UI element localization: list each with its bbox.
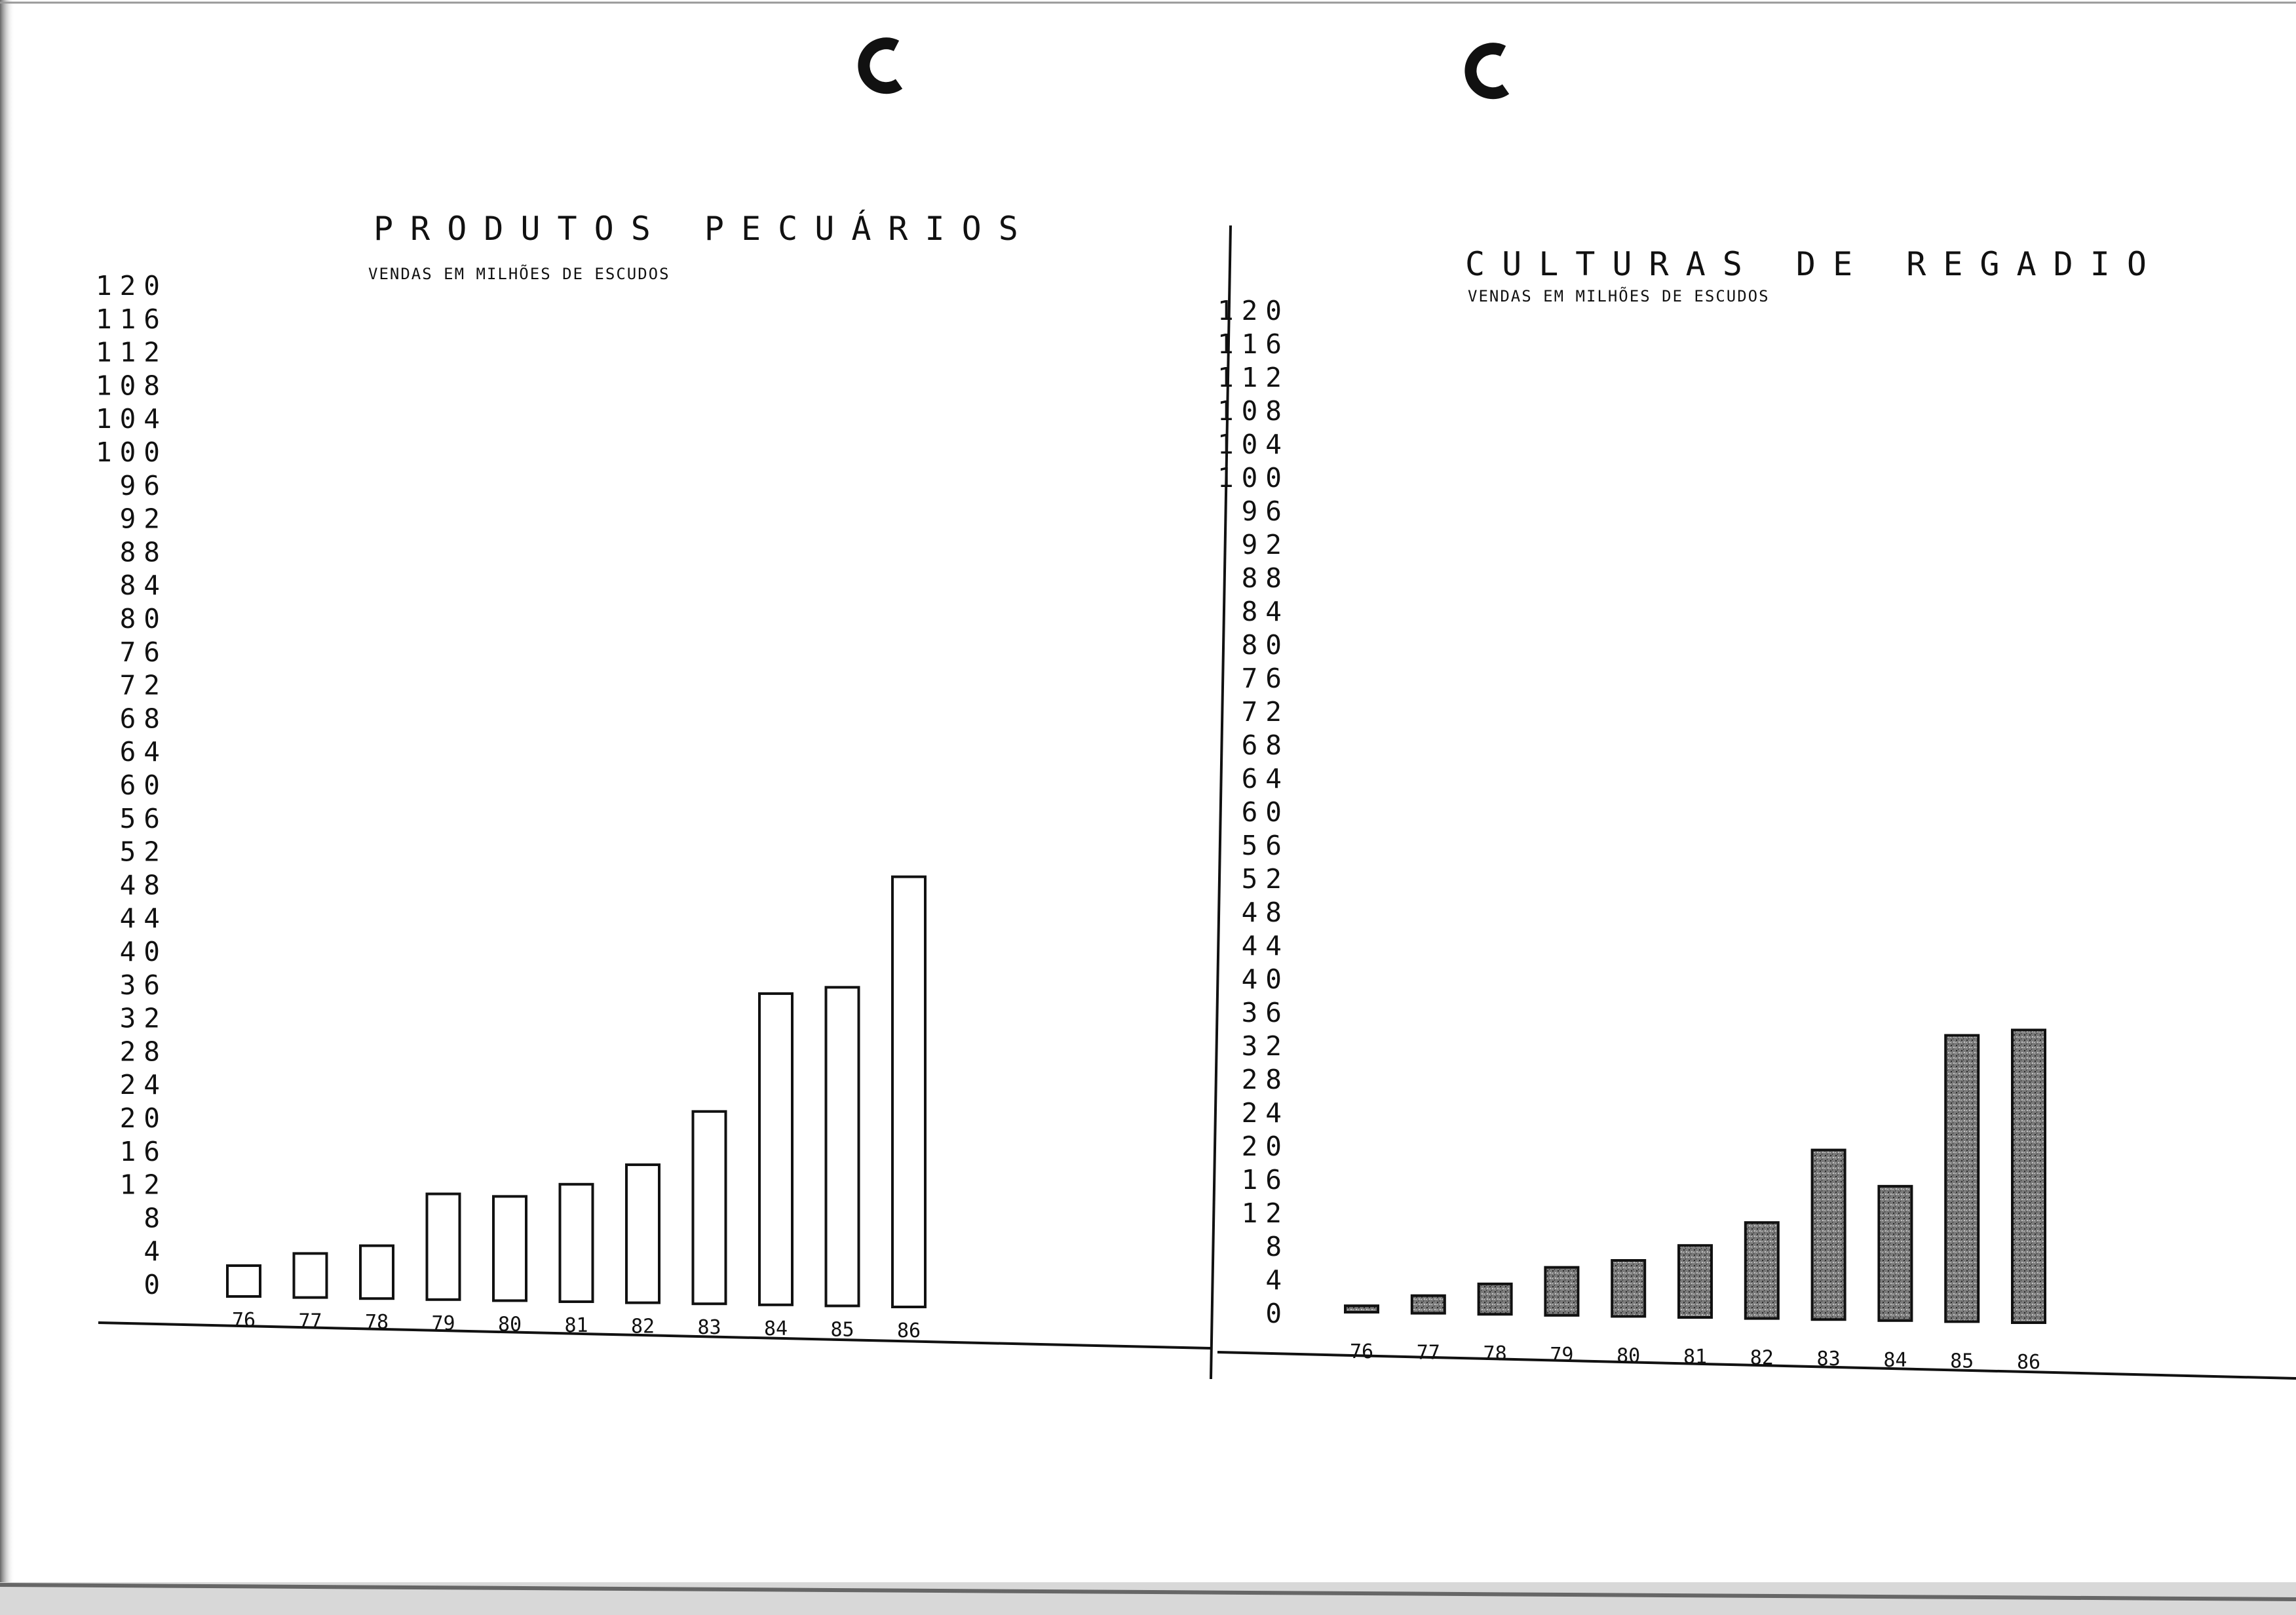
x-tick-label: 79 xyxy=(1550,1343,1574,1367)
x-tick-label: 84 xyxy=(763,1317,788,1340)
y-tick-label: 60 xyxy=(119,769,168,801)
chart-subtitle: VENDAS EM MILHÕES DE ESCUDOS xyxy=(368,265,670,283)
x-axis-ticks xyxy=(232,1309,921,1342)
y-tick-label: 92 xyxy=(1241,529,1290,560)
binder-hole-right-mark xyxy=(1470,49,1506,93)
bar-83 xyxy=(1812,1150,1845,1320)
y-tick-label: 56 xyxy=(119,802,168,834)
y-tick-label: 76 xyxy=(119,636,168,668)
bar-81 xyxy=(1679,1245,1712,1317)
bar-78 xyxy=(360,1246,393,1299)
chart-title: CULTURAS DE REGADIO xyxy=(1465,245,2164,283)
y-tick-label: 104 xyxy=(95,403,168,435)
bar-85 xyxy=(826,987,859,1306)
y-tick-label: 76 xyxy=(1241,663,1290,694)
y-tick-label: 92 xyxy=(119,503,168,535)
bar-76 xyxy=(1345,1306,1378,1312)
y-tick-label: 8 xyxy=(1265,1231,1290,1262)
y-tick-label: 120 xyxy=(95,270,168,302)
x-tick-label: 76 xyxy=(1349,1340,1374,1363)
bar-84 xyxy=(1879,1186,1911,1321)
y-tick-label: 100 xyxy=(95,437,168,468)
y-tick-label: 52 xyxy=(1241,863,1290,895)
bars xyxy=(1345,1030,2045,1323)
y-tick-label: 28 xyxy=(119,1036,168,1068)
y-tick-label: 84 xyxy=(1241,596,1290,627)
binder-hole-left-mark xyxy=(864,43,899,88)
y-tick-label: 72 xyxy=(1241,696,1290,728)
y-tick-label: 48 xyxy=(119,869,168,901)
y-tick-label: 116 xyxy=(1217,328,1290,360)
x-tick-label: 82 xyxy=(630,1315,655,1338)
y-tick-label: 36 xyxy=(119,969,168,1001)
y-tick-label: 68 xyxy=(1241,730,1290,761)
bar-86 xyxy=(2012,1030,2045,1323)
chart-subtitle: VENDAS EM MILHÕES DE ESCUDOS xyxy=(1468,287,1770,305)
y-tick-label: 56 xyxy=(1241,830,1290,861)
bar-82 xyxy=(1746,1222,1778,1318)
bars xyxy=(227,877,925,1307)
bar-84 xyxy=(759,994,792,1305)
bar-86 xyxy=(892,877,925,1307)
y-tick-label: 40 xyxy=(119,936,168,967)
x-tick-label: 83 xyxy=(1816,1348,1841,1371)
bar-85 xyxy=(1945,1036,1978,1322)
x-tick-label: 77 xyxy=(1416,1341,1440,1365)
x-tick-label: 81 xyxy=(564,1314,588,1337)
x-tick-label: 78 xyxy=(1483,1342,1507,1366)
y-tick-label: 32 xyxy=(119,1002,168,1034)
y-tick-label: 80 xyxy=(1241,629,1290,661)
y-tick-label: 96 xyxy=(1241,496,1290,527)
x-tick-label: 84 xyxy=(1883,1348,1907,1372)
x-tick-label: 76 xyxy=(231,1309,256,1332)
y-tick-label: 16 xyxy=(1241,1164,1290,1196)
y-tick-label: 60 xyxy=(1241,796,1290,828)
x-tick-label: 81 xyxy=(1683,1346,1708,1369)
y-axis-ticks xyxy=(1217,295,1290,1329)
y-tick-label: 4 xyxy=(1265,1264,1290,1296)
y-tick-label: 4 xyxy=(144,1236,168,1268)
bar-78 xyxy=(1479,1284,1512,1314)
y-tick-label: 20 xyxy=(1241,1131,1290,1162)
y-tick-label: 96 xyxy=(119,469,168,501)
y-tick-label: 64 xyxy=(119,736,168,768)
y-tick-label: 44 xyxy=(119,903,168,935)
y-tick-label: 36 xyxy=(1241,997,1290,1028)
bar-79 xyxy=(427,1194,460,1300)
x-tick-label: 79 xyxy=(431,1312,455,1335)
x-tick-label: 83 xyxy=(697,1316,721,1340)
x-tick-label: 77 xyxy=(298,1310,322,1333)
y-tick-label: 32 xyxy=(1241,1030,1290,1062)
x-tick-label: 86 xyxy=(896,1319,921,1342)
y-tick-label: 88 xyxy=(1241,562,1290,594)
y-tick-label: 20 xyxy=(119,1102,168,1134)
bar-80 xyxy=(493,1196,526,1300)
x-tick-label: 85 xyxy=(830,1318,854,1342)
y-tick-label: 48 xyxy=(1241,897,1290,928)
bar-77 xyxy=(1412,1296,1445,1313)
y-tick-label: 100 xyxy=(1217,462,1290,494)
bar-76 xyxy=(227,1266,260,1296)
y-tick-label: 68 xyxy=(119,703,168,735)
bar-81 xyxy=(560,1184,593,1302)
y-tick-label: 120 xyxy=(1217,295,1290,326)
y-tick-label: 24 xyxy=(1241,1097,1290,1129)
y-tick-label: 44 xyxy=(1241,930,1290,962)
y-axis-ticks xyxy=(96,270,168,1300)
y-tick-label: 64 xyxy=(1241,763,1290,794)
y-tick-label: 104 xyxy=(1217,429,1290,460)
y-tick-label: 88 xyxy=(119,536,168,568)
chart-title: PRODUTOS PECUÁRIOS xyxy=(373,210,1035,248)
y-tick-label: 112 xyxy=(95,336,168,368)
y-tick-label: 72 xyxy=(119,669,168,701)
y-tick-label: 16 xyxy=(119,1135,168,1167)
y-tick-label: 84 xyxy=(119,570,168,602)
y-tick-label: 12 xyxy=(1241,1197,1290,1229)
y-tick-label: 80 xyxy=(119,603,168,634)
x-tick-label: 80 xyxy=(1617,1344,1641,1368)
y-tick-label: 0 xyxy=(144,1269,168,1300)
y-tick-label: 112 xyxy=(1217,362,1290,393)
y-tick-label: 12 xyxy=(119,1169,168,1201)
y-tick-label: 24 xyxy=(119,1069,168,1101)
x-tick-label: 80 xyxy=(497,1313,522,1336)
x-tick-label: 78 xyxy=(364,1311,389,1334)
bar-80 xyxy=(1612,1260,1645,1316)
y-tick-label: 116 xyxy=(95,303,168,335)
x-tick-label: 82 xyxy=(1750,1346,1774,1370)
y-tick-label: 108 xyxy=(95,370,168,402)
livestock-products-chart xyxy=(96,209,1035,1342)
bar-79 xyxy=(1545,1268,1578,1315)
y-tick-label: 52 xyxy=(119,836,168,868)
x-tick-label: 86 xyxy=(2016,1351,2041,1374)
scan-edge-left xyxy=(0,0,14,1615)
y-tick-label: 40 xyxy=(1241,963,1290,995)
y-tick-label: 28 xyxy=(1241,1064,1290,1095)
x-tick-label: 85 xyxy=(1950,1350,1974,1373)
irrigated-crops-chart xyxy=(1217,245,2164,1374)
bar-77 xyxy=(294,1253,327,1297)
y-tick-label: 8 xyxy=(144,1202,168,1234)
bar-83 xyxy=(693,1112,726,1304)
bar-82 xyxy=(626,1165,659,1303)
y-tick-label: 0 xyxy=(1265,1298,1290,1329)
y-tick-label: 108 xyxy=(1217,395,1290,427)
